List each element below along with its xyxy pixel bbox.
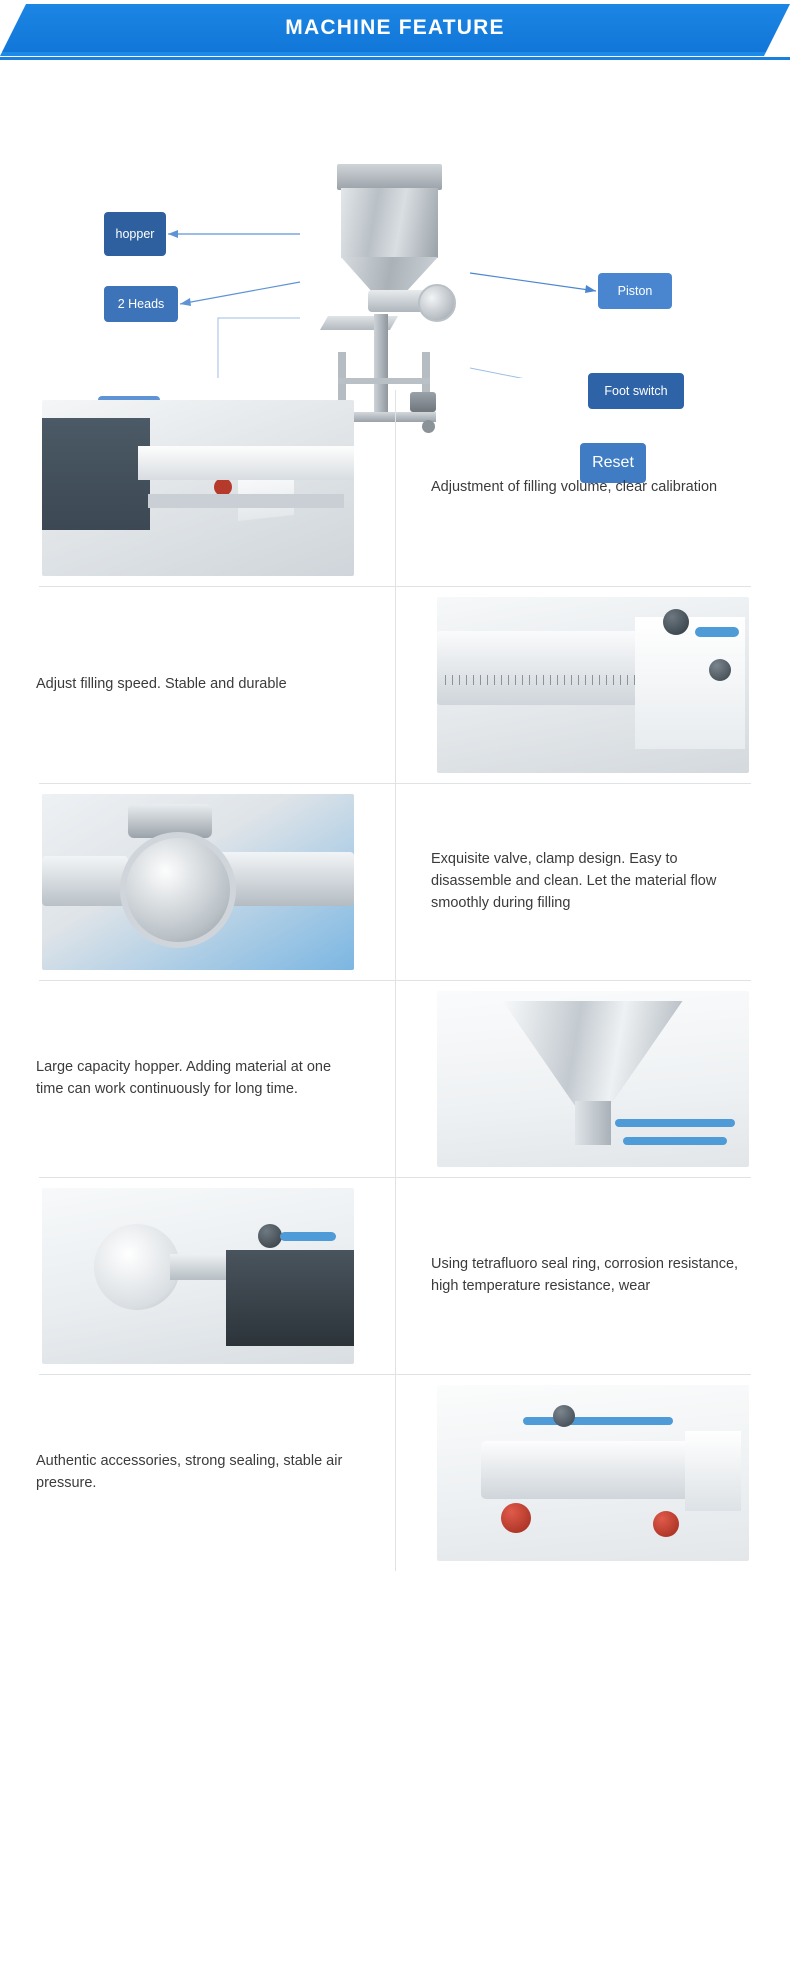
scale-detail (445, 675, 645, 685)
feature-image-cell (0, 794, 395, 970)
feature-row (0, 1375, 790, 1571)
feature-image-cell (395, 597, 790, 773)
fitting-detail (553, 1405, 575, 1427)
cylinder-body-detail (481, 1441, 705, 1499)
feature-text-cell (395, 1254, 790, 1298)
row-divider-vertical (395, 390, 396, 586)
blue-hose-detail (695, 627, 739, 637)
feature-text: Authentic accessories, strong sealing, stable air pressure. (36, 1453, 343, 1491)
feature-text: Adjustment of filling volume, clear calibration (431, 479, 718, 496)
feature-row (0, 1178, 790, 1374)
large-hopper-photo (437, 991, 749, 1167)
feature-text: Using tetrafluoro seal ring, corrosion resistance, high temperature resistance, wear (431, 1256, 739, 1294)
valve-arm-left-detail (42, 856, 128, 906)
callout-reset-label: Reset (592, 453, 634, 471)
blue-hose-detail (623, 1137, 727, 1145)
seal-ring-detail (94, 1224, 180, 1310)
feature-text-cell (0, 1057, 395, 1101)
machine-callout-diagram (0, 68, 790, 471)
filling-volume-calibration-photo (42, 400, 354, 576)
row-divider-vertical (395, 1375, 396, 1571)
end-cap-detail (685, 1431, 741, 1511)
callout-2-heads (104, 286, 178, 322)
feature-row (0, 784, 790, 980)
feature-image-cell (395, 1385, 790, 1561)
callout-2-heads-label: 2 Heads (117, 296, 165, 311)
feature-text-cell (0, 674, 395, 696)
feature-text-cell (395, 849, 790, 914)
row-divider-vertical (395, 981, 396, 1177)
page-title: MACHINE FEATURE (285, 16, 505, 39)
feature-row (0, 390, 790, 586)
hopper-neck-detail (575, 1101, 611, 1145)
dark-housing-detail (226, 1250, 354, 1346)
callout-hopper (104, 212, 166, 256)
feature-text: Exquisite valve, clamp design. Easy to disassemble and clean. Let the material flow smoothly during filling (431, 851, 717, 911)
feature-row (0, 981, 790, 1177)
page-banner (0, 0, 790, 62)
hopper-cone-part (341, 257, 438, 293)
valve-disc-detail (120, 832, 236, 948)
pneumatic-cylinder-photo (437, 1385, 749, 1561)
feature-text: Large capacity hopper. Adding material at one time can work continuously for long time. (36, 1059, 332, 1097)
filling-speed-adjuster-photo (437, 597, 749, 773)
feature-text: Adjust filling speed. Stable and durable (36, 676, 287, 693)
feature-text-cell (395, 477, 790, 499)
row-divider-vertical (395, 1178, 396, 1374)
row-divider-vertical (395, 784, 396, 980)
calibration-scale-detail (152, 466, 352, 478)
feature-image-cell (0, 1188, 395, 1364)
adjust-wheel-part (418, 284, 456, 322)
tetrafluoro-seal-ring-photo (42, 1188, 354, 1364)
hopper-body-part (341, 188, 438, 258)
hopper-top-part (337, 164, 442, 190)
valve-arm-right-detail (216, 852, 354, 906)
hopper-cone-detail (503, 1001, 683, 1105)
fitting-detail (709, 659, 731, 681)
row-divider-vertical (395, 587, 396, 783)
feature-row (0, 587, 790, 783)
banner-underline (0, 57, 790, 60)
red-knob-detail (214, 478, 232, 496)
speed-knob-detail (663, 609, 689, 635)
blue-hose-detail (280, 1232, 336, 1241)
red-knob-detail (653, 1511, 679, 1537)
feature-image-cell (0, 400, 395, 576)
blue-hose-detail (523, 1417, 673, 1425)
feature-text-cell (0, 1451, 395, 1495)
callout-foot-switch-label: Foot switch (604, 383, 668, 398)
feature-image-cell (395, 991, 790, 1167)
red-knob-detail (501, 1503, 531, 1533)
valve-clamp-photo (42, 794, 354, 970)
fitting-detail (258, 1224, 282, 1248)
callout-piston (598, 273, 672, 309)
feature-list (0, 378, 790, 1571)
blue-hose-detail (615, 1119, 735, 1127)
cylinder-tube-detail (437, 631, 667, 705)
stand-crossbar-part (338, 378, 430, 384)
callout-piston-label: Piston (617, 283, 653, 298)
slider-block-detail (238, 459, 294, 521)
callout-hopper-label: hopper (115, 226, 155, 241)
